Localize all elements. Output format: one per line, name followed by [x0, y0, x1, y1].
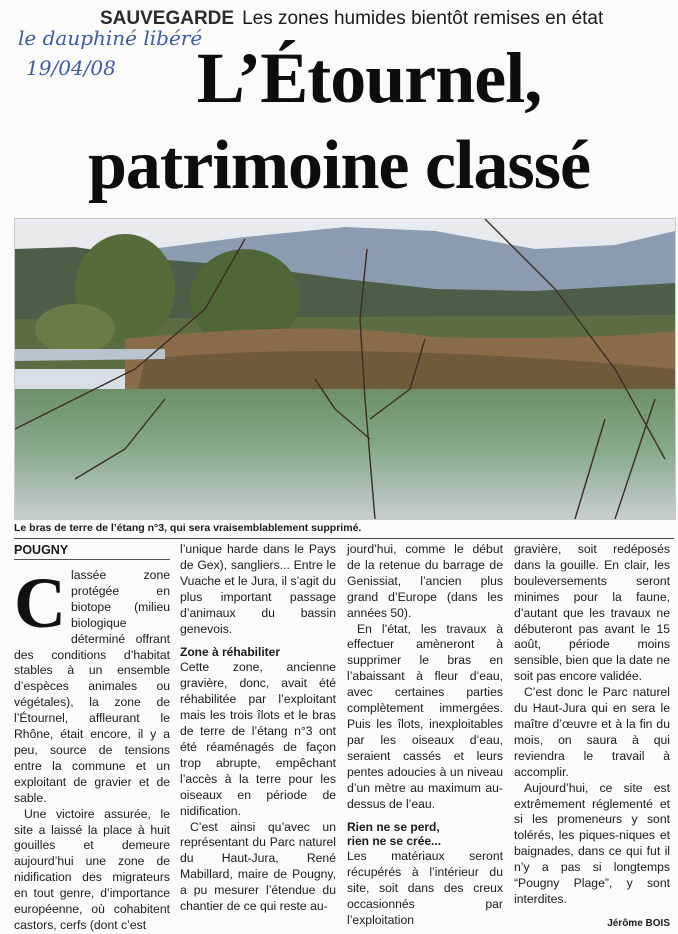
- column-top-rule: [14, 538, 674, 539]
- column-4-paragraph-2: C’est donc le Parc naturel du Haut-Jura qui en sera le maître d’œuvre et à la fin du mois, on saura à qui reviendra le travail à accomplir.: [514, 685, 670, 779]
- subheading-zone-a-rehabiliter: Zone à réhabiliter: [180, 645, 281, 660]
- column-1-paragraph-2: Une victoire assurée, le site a laissé la place à huit gouilles et demeure aujourd’hui une zone de nidification des migrateurs en tout genre, d’importance européenne, où cohabitent castors, cerfs (dont c’est: [14, 806, 170, 932]
- dateline-location: POUGNY: [14, 542, 170, 560]
- article-photo: [14, 218, 676, 520]
- drop-cap-letter: C: [14, 563, 66, 643]
- subheading-line-1: Rien ne se perd,: [347, 820, 440, 835]
- column-4-paragraph-1: gravière, soit redéposés dans la gouille. En clair, les bouleversements seront minimes pour la faune, d’autant que les travaux ne débuteront pas avant le 15 août, période moins sensible, bien que la date ne soit pas encore validée.: [514, 542, 670, 684]
- subheading-rien-ne-se-perd: [347, 820, 503, 848]
- author-byline: Jérôme BOIS: [607, 917, 670, 929]
- article-column-1: [14, 542, 170, 934]
- column-2-paragraph-2: Cette zone, ancienne gravière, donc, avait été réhabilitée par l’exploitant mais les trois îlots et le bras de terre de l’étang n°3 ont été réaménagés de façon trop abrupte, empêchant l’accès à la terre pour les oiseaux en période de nidification.: [180, 660, 336, 818]
- column-3-paragraph-1: jourd’hui, comme le début de la retenue du barrage de Genissiat, l’ancien plus grand d’Europe (dans les années 50).: [347, 542, 503, 620]
- article-column-4: [514, 542, 670, 932]
- column-2-paragraph-1: l’unique harde dans le Pays de Gex), sangliers... Entre le Vuache et le Jura, il s’agit du plus important passage d’animaux du bassin genevois.: [180, 542, 336, 636]
- article-column-2: [180, 542, 336, 915]
- subheading-line-2: rien ne se crée...: [347, 834, 442, 849]
- section-label: SAUVEGARDE: [100, 8, 235, 29]
- headline-line-2: patrimoine classé: [87, 127, 591, 204]
- headline-line-1: L’Étournel,: [196, 38, 542, 118]
- pond-landscape-image: [15, 219, 675, 519]
- article-kicker: [100, 8, 603, 30]
- column-1-paragraph-1: lassée zone protégée en biotope (milieu biologique déterminé offrant des conditions d’habitat stables à un ensemble d’espèces animales ou végétales), la zone de l’Étournel, affleurant le Rhône, était encore, il y a peu, source de tensions entre la commune et un exploitant de gravier et de sable.: [14, 568, 170, 805]
- column-3-paragraph-3: Les matériaux seront récupérés à l’intérieur du site, soit dans des creux occasionnés par l’exploitation: [347, 849, 503, 928]
- column-2-paragraph-3: C’est ainsi qu’avec un représentant du Parc naturel du Haut-Jura, René Mabillard, maire de Pougny, a pu mesurer l’étendue du chantier de ce qui reste au-: [180, 819, 336, 914]
- handwritten-date: 19/04/08: [26, 56, 116, 80]
- column-3-paragraph-2: En l’état, les travaux à effectuer amèneront à supprimer le bras en l’abaissant à fleur d’eau, avec certaines parties complètement immergées. Puis les îlots, inexploitables par les oiseaux d’eau, seraient cassés et leurs pentes adoucies à un niveau d’un mètre au maximum au-dessus de l’eau.: [347, 621, 503, 811]
- handwritten-newspaper-name: le dauphiné libéré: [18, 26, 203, 50]
- photo-caption: Le bras de terre de l’étang n°3, qui sera vraisemblablement supprimé.: [14, 522, 362, 534]
- deck-text: Les zones humides bientôt remises en état: [242, 8, 604, 29]
- article-column-3: [347, 542, 503, 929]
- column-4-paragraph-3: Aujourd’hui, ce site est extrêmement réglementé et si les promeneurs y sont tolérés, les piques-niques et baignades, dans ce qui fut il n’y a pas si longtemps “Pougny Plage”, y sont interdites.: [514, 780, 670, 906]
